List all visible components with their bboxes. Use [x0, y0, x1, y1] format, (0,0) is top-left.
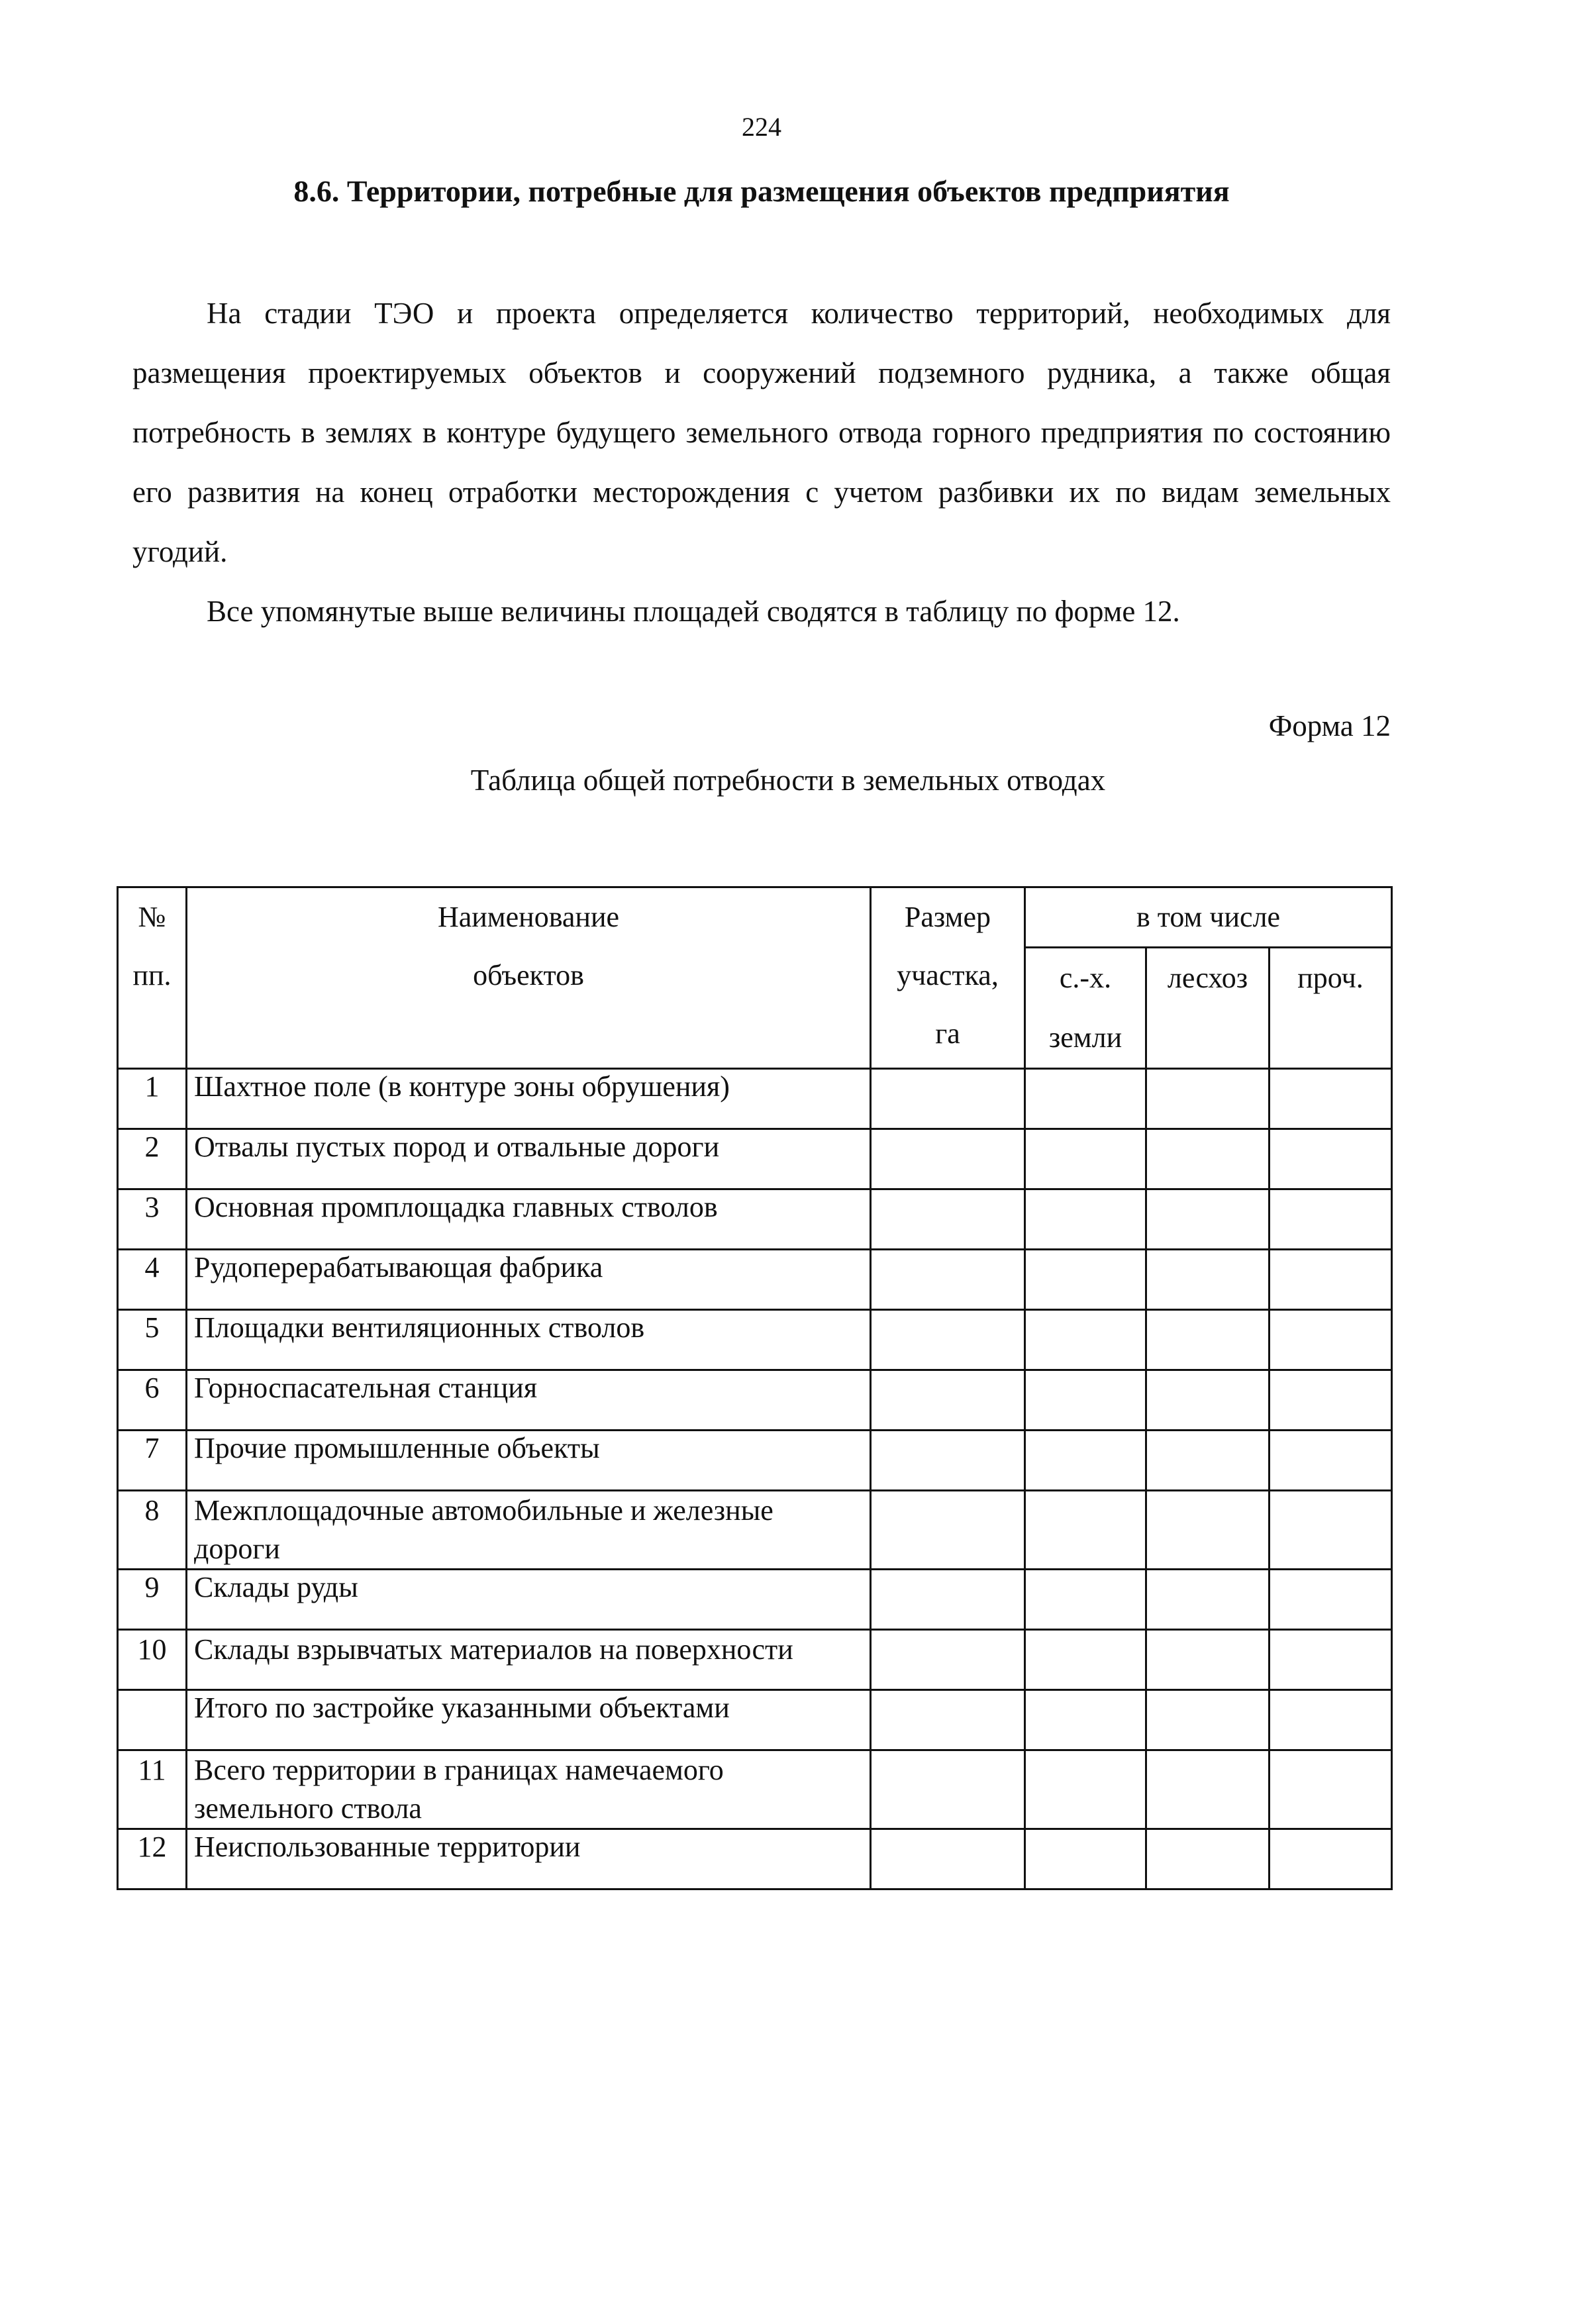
- cell-size: [871, 1491, 1025, 1570]
- row-number: 2: [118, 1129, 187, 1189]
- table-row: [118, 1069, 1392, 1129]
- cell-agricultural: [1025, 1690, 1146, 1750]
- cell-agricultural: [1025, 1570, 1146, 1630]
- page-number: 224: [742, 112, 781, 142]
- row-name: Площадки вентиляционных стволов: [187, 1310, 871, 1370]
- cell-other: [1270, 1310, 1392, 1370]
- row-number: 7: [118, 1431, 187, 1491]
- header-size-line-3: га: [935, 1017, 960, 1050]
- table-row: [118, 1189, 1392, 1250]
- cell-other: [1270, 1690, 1392, 1750]
- table-row: [118, 1630, 1392, 1690]
- cell-agricultural: [1025, 1189, 1146, 1250]
- cell-other: [1270, 1370, 1392, 1431]
- header-size-line-2: участка,: [897, 959, 999, 991]
- cell-size: [871, 1370, 1025, 1431]
- header-other: проч.: [1270, 948, 1392, 1069]
- cell-other: [1270, 1570, 1392, 1630]
- cell-agricultural: [1025, 1829, 1146, 1889]
- row-name: Склады взрывчатых материалов на поверхности: [187, 1630, 871, 1690]
- row-name: Прочие промышленные объекты: [187, 1431, 871, 1491]
- cell-other: [1270, 1829, 1392, 1889]
- header-size: [871, 887, 1025, 1069]
- cell-other: [1270, 1189, 1392, 1250]
- cell-size: [871, 1069, 1025, 1129]
- table-row: [118, 1310, 1392, 1370]
- table-row-subtotal: [118, 1690, 1392, 1750]
- cell-forest: [1146, 1431, 1270, 1491]
- row-number: 9: [118, 1570, 187, 1630]
- row-number: 5: [118, 1310, 187, 1370]
- cell-forest: [1146, 1370, 1270, 1431]
- header-name-line-1: Наименование: [437, 901, 620, 933]
- cell-agricultural: [1025, 1129, 1146, 1189]
- table-row: [118, 1370, 1392, 1431]
- table-row: [118, 1250, 1392, 1310]
- header-including: в том числе: [1025, 887, 1392, 948]
- cell-other: [1270, 1129, 1392, 1189]
- section-title: 8.6. Территории, потребные для размещения объектов предприятия: [293, 174, 1230, 208]
- table-row: [118, 1829, 1392, 1889]
- cell-agricultural: [1025, 1370, 1146, 1431]
- header-number-line-2: пп.: [132, 959, 172, 991]
- table-row: [118, 1750, 1392, 1829]
- row-number: 8: [118, 1491, 187, 1570]
- cell-other: [1270, 1750, 1392, 1829]
- cell-size: [871, 1829, 1025, 1889]
- header-name: [187, 887, 871, 1069]
- cell-other: [1270, 1630, 1392, 1690]
- cell-agricultural: [1025, 1491, 1146, 1570]
- cell-size: [871, 1690, 1025, 1750]
- row-name: Межплощадочные автомобильные и железные дороги: [187, 1491, 871, 1570]
- row-number: 4: [118, 1250, 187, 1310]
- table-title: Таблица общей потребности в земельных отводах: [470, 764, 1106, 797]
- table-header-row-1: [118, 887, 1392, 948]
- header-number: [118, 887, 187, 1069]
- row-name: Итого по застройке указанными объектами: [187, 1690, 871, 1750]
- cell-forest: [1146, 1250, 1270, 1310]
- cell-agricultural: [1025, 1750, 1146, 1829]
- row-name: Отвалы пустых пород и отвальные дороги: [187, 1129, 871, 1189]
- header-number-line-1: №: [138, 901, 166, 933]
- cell-size: [871, 1250, 1025, 1310]
- table-row: [118, 1129, 1392, 1189]
- header-agricultural-line-1: с.-х.: [1059, 962, 1112, 994]
- cell-forest: [1146, 1829, 1270, 1889]
- table-row: [118, 1570, 1392, 1630]
- cell-other: [1270, 1250, 1392, 1310]
- cell-size: [871, 1431, 1025, 1491]
- row-name: Основная промплощадка главных стволов: [187, 1189, 871, 1250]
- row-number: 10: [118, 1630, 187, 1690]
- row-name: Всего территории в границах намечаемого земельного ствола: [187, 1750, 871, 1829]
- cell-size: [871, 1750, 1025, 1829]
- row-name: Шахтное поле (в контуре зоны обрушения): [187, 1069, 871, 1129]
- row-number: 1: [118, 1069, 187, 1129]
- header-agricultural-line-2: земли: [1048, 1021, 1122, 1054]
- cell-other: [1270, 1491, 1392, 1570]
- cell-agricultural: [1025, 1630, 1146, 1690]
- row-number: 6: [118, 1370, 187, 1431]
- row-name: Склады руды: [187, 1570, 871, 1630]
- header-forest: лесхоз: [1146, 948, 1270, 1069]
- cell-size: [871, 1189, 1025, 1250]
- table-row: [118, 1491, 1392, 1570]
- cell-agricultural: [1025, 1250, 1146, 1310]
- cell-forest: [1146, 1491, 1270, 1570]
- cell-agricultural: [1025, 1069, 1146, 1129]
- cell-forest: [1146, 1570, 1270, 1630]
- header-name-line-2: объектов: [473, 959, 584, 991]
- paragraph-1: На стадии ТЭО и проекта определяется количество территорий, необходимых для размещения проектируемых объектов и сооружений подземного рудника, а также общая потребность в землях в контуре будущего земельного отвода горного предприятия по состоянию его развития на конец отработки месторождения с учетом разбивки их по видам земельных угодий.: [132, 297, 1391, 568]
- cell-agricultural: [1025, 1310, 1146, 1370]
- cell-forest: [1146, 1630, 1270, 1690]
- cell-forest: [1146, 1129, 1270, 1189]
- cell-forest: [1146, 1310, 1270, 1370]
- cell-forest: [1146, 1690, 1270, 1750]
- cell-other: [1270, 1069, 1392, 1129]
- row-number: 11: [118, 1750, 187, 1829]
- row-name: Рудоперерабатывающая фабрика: [187, 1250, 871, 1310]
- row-number: 12: [118, 1829, 187, 1889]
- cell-forest: [1146, 1069, 1270, 1129]
- header-agricultural: [1025, 948, 1146, 1069]
- land-requirements-table: [117, 886, 1393, 1890]
- form-label: Форма 12: [1268, 709, 1391, 742]
- cell-size: [871, 1570, 1025, 1630]
- header-size-line-1: Размер: [904, 901, 991, 933]
- cell-other: [1270, 1431, 1392, 1491]
- row-number: 3: [118, 1189, 187, 1250]
- cell-forest: [1146, 1750, 1270, 1829]
- table-row: [118, 1431, 1392, 1491]
- cell-size: [871, 1630, 1025, 1690]
- body-text: [132, 283, 1391, 641]
- cell-agricultural: [1025, 1431, 1146, 1491]
- cell-size: [871, 1310, 1025, 1370]
- cell-forest: [1146, 1189, 1270, 1250]
- paragraph-2: Все упомянутые выше величины площадей сводятся в таблицу по форме 12.: [207, 595, 1180, 628]
- row-name: Горноспасательная станция: [187, 1370, 871, 1431]
- cell-size: [871, 1129, 1025, 1189]
- row-name: Неиспользованные территории: [187, 1829, 871, 1889]
- row-number: [118, 1690, 187, 1750]
